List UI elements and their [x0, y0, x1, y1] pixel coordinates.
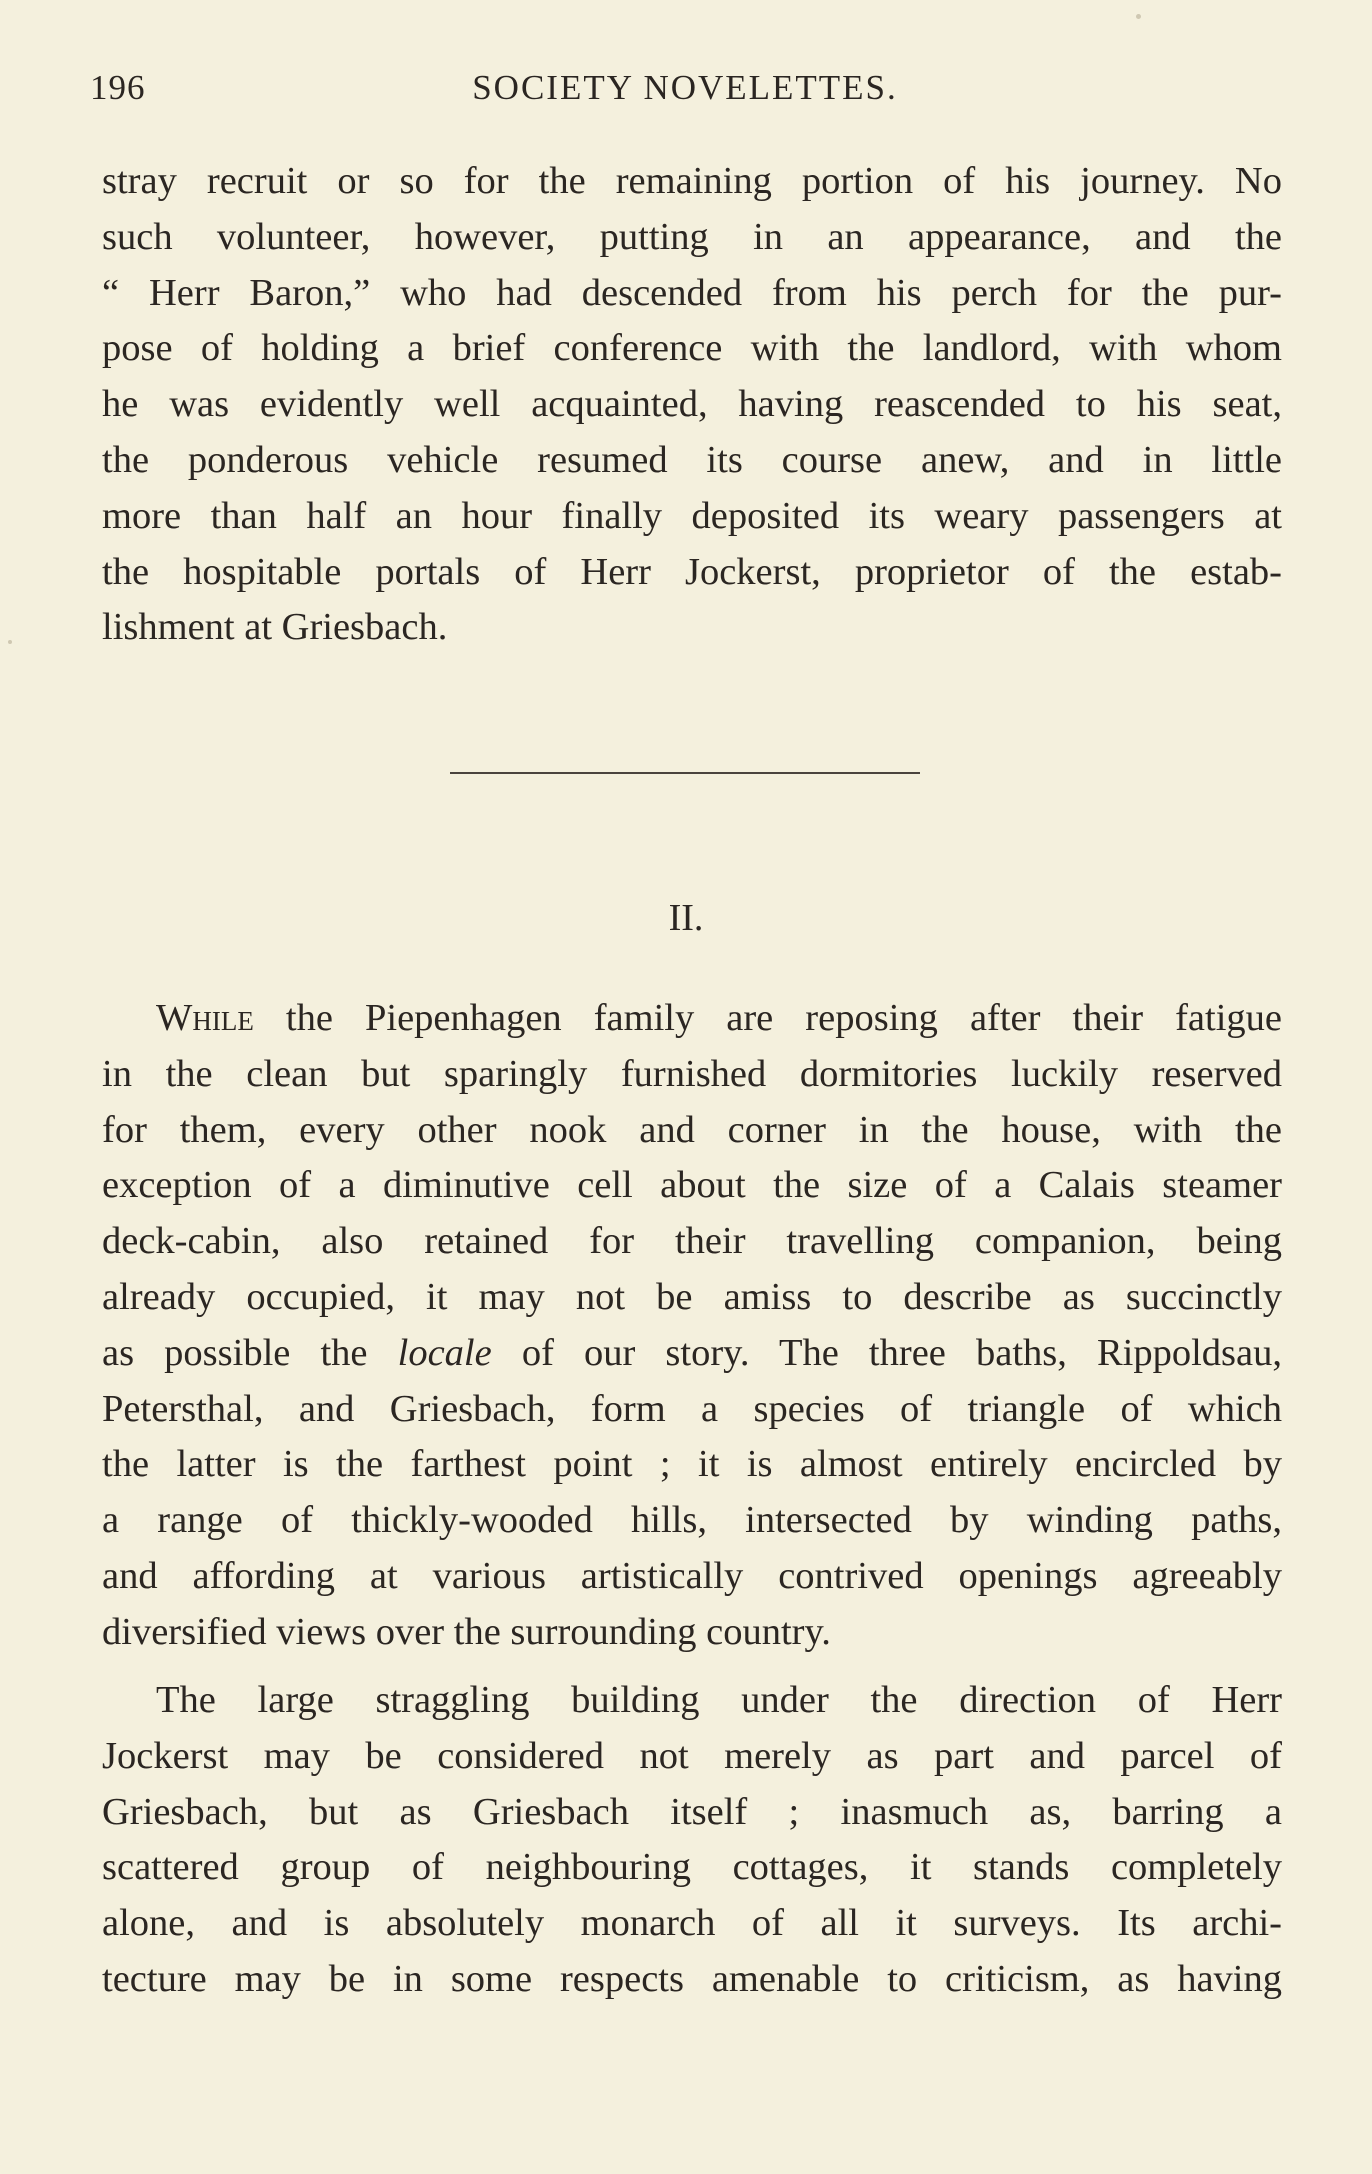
text-line: deck-cabin, also retained for their travelling companion, being — [102, 1220, 1282, 1263]
paper-spot — [1136, 14, 1141, 19]
text-line: the ponderous vehicle resumed its course anew, and in little — [102, 438, 1282, 481]
text-line: already occupied, it may not be amiss to describe as succinctly — [102, 1275, 1282, 1318]
text-line: Jockerst may be considered not merely as part and parcel of — [102, 1734, 1282, 1777]
text-line: alone, and is absolutely monarch of all it surveys. Its archi- — [102, 1902, 1282, 1945]
text-line: Griesbach, but as Griesbach itself ; inasmuch as, barring a — [102, 1790, 1282, 1833]
text-line: he was evidently well acquainted, having reascended to his seat, — [102, 383, 1282, 426]
text-line: lishment at Griesbach. — [102, 606, 448, 649]
page-number: 196 — [90, 68, 146, 107]
text-line: The large straggling building under the direction of Herr — [156, 1679, 1282, 1721]
text-line: for them, every other nook and corner in the house, with the — [102, 1108, 1282, 1151]
text-line: exception of a diminutive cell about the size of a Calais steamer — [102, 1164, 1282, 1207]
text-line: pose of holding a brief conference with the landlord, with whom — [102, 327, 1282, 370]
text-line: such volunteer, however, putting in an appearance, and the — [102, 215, 1282, 258]
running-head — [90, 68, 1280, 118]
text-line — [102, 1326, 1282, 1382]
text-line: in the clean but sparingly furnished dormitories luckily reserved — [102, 1052, 1282, 1095]
text-line: Petersthal, and Griesbach, form a species of triangle of which — [102, 1387, 1282, 1430]
text-run: as possible the — [102, 1331, 398, 1374]
text-line: more than half an hour finally deposited its weary passengers at — [102, 494, 1282, 537]
text-line: the hospitable portals of Herr Jockerst, proprietor of the estab- — [102, 550, 1282, 593]
text-line: “ Herr Baron,” who had descended from his perch for the pur- — [102, 271, 1282, 314]
section-heading: II. — [668, 897, 704, 939]
text-line: a range of thickly-wooded hills, intersected by winding paths, — [102, 1499, 1282, 1542]
paragraph — [102, 1673, 1282, 2008]
italic-word: locale — [397, 1331, 492, 1374]
section-divider-rule — [450, 772, 920, 774]
text-line: diversified views over the surrounding country. — [102, 1610, 831, 1653]
running-title: SOCIETY NOVELETTES. — [472, 68, 898, 107]
paragraph-continued — [102, 154, 1282, 656]
text-run: the Piepenhagen family are reposing after their fatigue — [253, 997, 1282, 1039]
paragraph-section-opening — [102, 991, 1282, 1661]
text-run: of our story. The three baths, Rippoldsau, — [491, 1331, 1283, 1374]
text-line: tecture may be in some respects amenable to criticism, as having — [102, 1957, 1282, 2000]
text-line: scattered group of neighbouring cottages, it stands completely — [102, 1846, 1282, 1889]
text-line — [102, 991, 1282, 1047]
paper-spot — [8, 640, 12, 644]
opening-word: While — [156, 997, 254, 1039]
text-line: and affording at various artistically contrived openings agreeably — [102, 1554, 1282, 1597]
text-line: stray recruit or so for the remaining portion of his journey. No — [102, 160, 1282, 202]
text-line: the latter is the farthest point ; it is almost entirely encircled by — [102, 1443, 1282, 1486]
